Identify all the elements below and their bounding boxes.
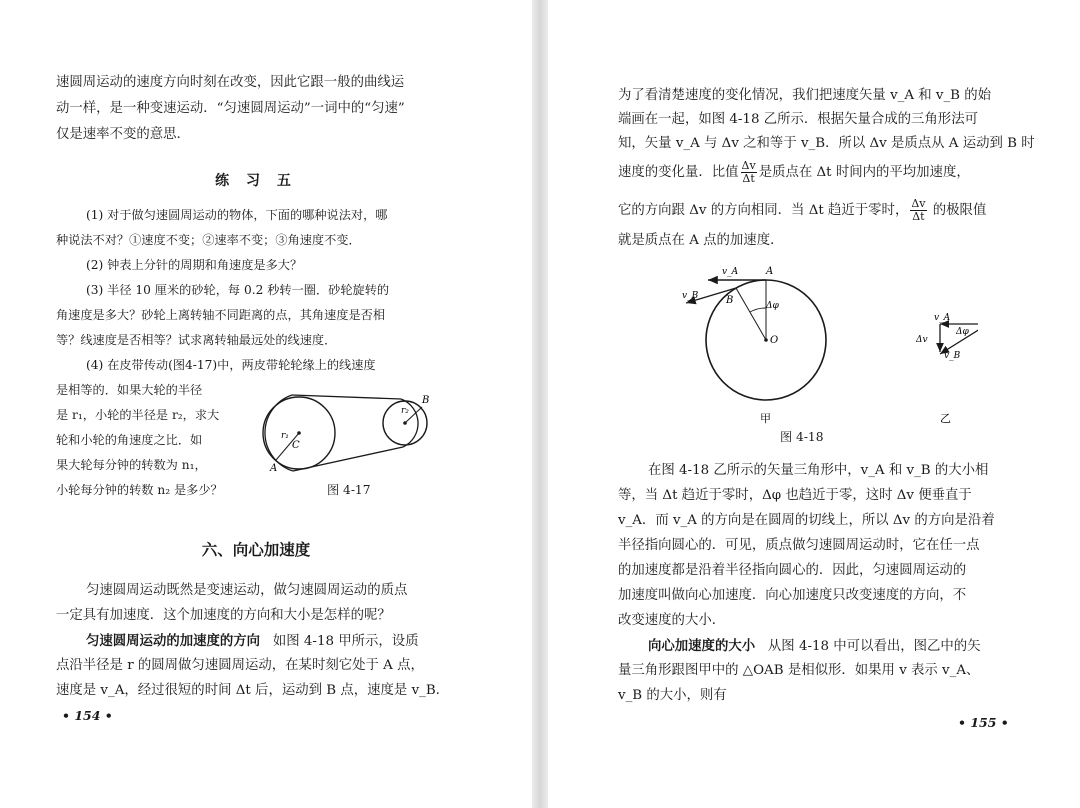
belt-drive-figure xyxy=(255,378,455,478)
label-r2: r₂ xyxy=(401,406,409,416)
figure-caption: 图 4-18 xyxy=(780,430,824,444)
body-line: 加速度叫做向心加速度．向心加速度只改变速度的方向，不 xyxy=(618,588,967,603)
limit-denominator: Δt xyxy=(912,210,925,223)
limit-numerator: Δv xyxy=(911,197,926,210)
page-number: • 155 • xyxy=(958,715,1009,730)
limit-pre: 它的方向跟 Δv 的方向相同．当 Δt 趋近于零时， xyxy=(618,203,909,218)
subhead-line xyxy=(86,629,419,654)
angle-arc xyxy=(750,308,766,312)
body-line: 的加速度都是沿着半径指向圆心的．因此，匀速圆周运动的 xyxy=(618,563,967,578)
figure-4-18 xyxy=(678,258,978,430)
body-line: 匀速圆周运动既然是变速运动，做匀速圆周运动的质点 xyxy=(86,583,408,598)
label-o: O xyxy=(770,335,779,346)
body-line: 点沿半径是 r 的圆周做匀速圆周运动，在某时刻它处于 A 点， xyxy=(56,658,424,673)
label-b: B xyxy=(726,295,734,306)
body-line: 端画在一起，如图 4-18 乙所示．根据矢量合成的三角形法可 xyxy=(618,112,978,127)
center-o xyxy=(764,338,768,342)
label-a: A xyxy=(270,463,278,474)
exercise-line: 种说法不对？①速度不变；②速率不变；③角速度不变． xyxy=(56,233,361,247)
label-tri-dv: Δv xyxy=(916,335,928,345)
ratio-numerator: Δv xyxy=(741,159,756,172)
label-tri-vb: v_B xyxy=(944,351,961,361)
exercise-line: 是 r₁，小轮的半径是 r₂，求大 xyxy=(56,408,220,422)
body-line: 速度是 v_A，经过很短的时间 Δt 后，运动到 B 点，速度是 v_B. xyxy=(56,683,440,698)
limit-line xyxy=(618,198,986,223)
exercise-line: 是相等的．如果大轮的半径 xyxy=(56,383,203,397)
section-title: 六、向心加速度 xyxy=(201,540,311,559)
label-c: C xyxy=(292,440,300,451)
exercise-line: (2) 钟表上分针的周期和角速度是多大？ xyxy=(86,258,303,272)
body-line: v_A．而 v_A 的方向是在圆周的切线上，所以 Δv 的方向是沿着 xyxy=(618,513,995,528)
page-number: • 154 • xyxy=(62,708,113,723)
right-page xyxy=(548,0,1080,808)
exercise-line: (4) 在皮带传动(图4-17)中，两皮带轮轮缘上的线速度 xyxy=(86,358,376,372)
subhead: 向心加速度的大小 xyxy=(648,638,756,654)
exercise-line: 等？线速度是否相等？试求离转轴最远处的线速度． xyxy=(56,333,337,347)
subhead-rest: 如图 4-18 甲所示，设质 xyxy=(272,634,419,649)
ratio-line xyxy=(618,160,970,185)
figure-caption: 图 4-17 xyxy=(327,483,371,497)
radius-ob xyxy=(736,288,766,340)
body-line: 改变速度的大小． xyxy=(618,613,726,628)
ratio-denominator: Δt xyxy=(742,172,755,185)
limit-post: 的极限值 xyxy=(932,203,987,218)
label-a: A xyxy=(766,266,774,277)
label-jia: 甲 xyxy=(760,412,771,425)
small-center-dot xyxy=(403,421,407,425)
body-line: 在图 4-18 乙所示的矢量三角形中，v_A 和 v_B 的大小相 xyxy=(648,463,989,478)
body-line: v_B 的大小，则有 xyxy=(618,688,727,703)
exercise-line: (1) 对于做匀速圆周运动的物体，下面的哪种说法对，哪 xyxy=(86,208,388,222)
label-yi: 乙 xyxy=(940,412,951,425)
big-center-dot xyxy=(297,431,301,435)
intro-line: 速圆周运动的速度方向时刻在改变，因此它跟一般的曲线运 xyxy=(56,75,405,90)
label-tri-dphi: Δφ xyxy=(956,327,969,337)
book-gutter xyxy=(532,0,548,808)
ratio-post: 是质点在 Δt 时间内的平均加速度， xyxy=(758,165,970,180)
body-line: 量三角形跟图甲中的 △OAB 是相似形．如果用 v 表示 v_A、 xyxy=(618,663,980,678)
exercise-line: 小轮每分钟的转数 n₂ 是多少？ xyxy=(56,483,223,497)
body-line: 就是质点在 A 点的加速度． xyxy=(618,233,784,248)
exercise-line: 果大轮每分钟的转数为 n₁， xyxy=(56,458,207,472)
intro-line: 仅是速率不变的意思. xyxy=(56,127,181,142)
label-dphi: Δφ xyxy=(766,301,779,311)
label-va: v_A xyxy=(722,267,739,277)
body-line: 半径指向圆心的．可见，质点做匀速圆周运动时，它在任一点 xyxy=(618,538,980,553)
body-line: 为了看清楚速度的变化情况，我们把速度矢量 v_A 和 v_B 的始 xyxy=(618,88,992,103)
intro-line: 动一样，是一种变速运动．“匀速圆周运动”一词中的“匀速” xyxy=(56,101,405,116)
label-tri-va: v_A xyxy=(934,313,951,323)
body-line: 等，当 Δt 趋近于零时，Δφ 也趋近于零，这时 Δv 便垂直于 xyxy=(618,488,972,503)
label-vb: v_B xyxy=(682,291,699,301)
exercise-line: 角速度是多大？砂轮上离转轴不同距离的点，其角速度是否相 xyxy=(56,308,386,322)
label-b: B xyxy=(422,395,430,406)
body-line: 一定具有加速度．这个加速度的方向和大小是怎样的呢？ xyxy=(56,608,391,623)
subhead-line xyxy=(648,634,981,659)
subhead-rest: 从图 4-18 中可以看出，图乙中的矢 xyxy=(767,639,981,654)
label-r1: r₁ xyxy=(281,431,289,441)
body-line: 知，矢量 v_A 与 Δv 之和等于 v_B．所以 Δv 是质点从 A 运动到 B 时 xyxy=(618,136,1035,151)
exercise-title: 练 习 五 xyxy=(215,173,297,189)
ratio-pre: 速度的变化量．比值 xyxy=(618,165,739,180)
limit-fraction xyxy=(910,198,926,223)
subhead: 匀速圆周运动的加速度的方向 xyxy=(86,633,261,649)
belt-bottom xyxy=(293,447,403,471)
left-page xyxy=(0,0,532,808)
ratio-fraction xyxy=(741,160,757,185)
exercise-line: (3) 半径 10 厘米的砂轮，每 0.2 秒转一圈．砂轮旋转的 xyxy=(86,283,390,297)
exercise-line: 轮和小轮的角速度之比．如 xyxy=(56,433,203,447)
